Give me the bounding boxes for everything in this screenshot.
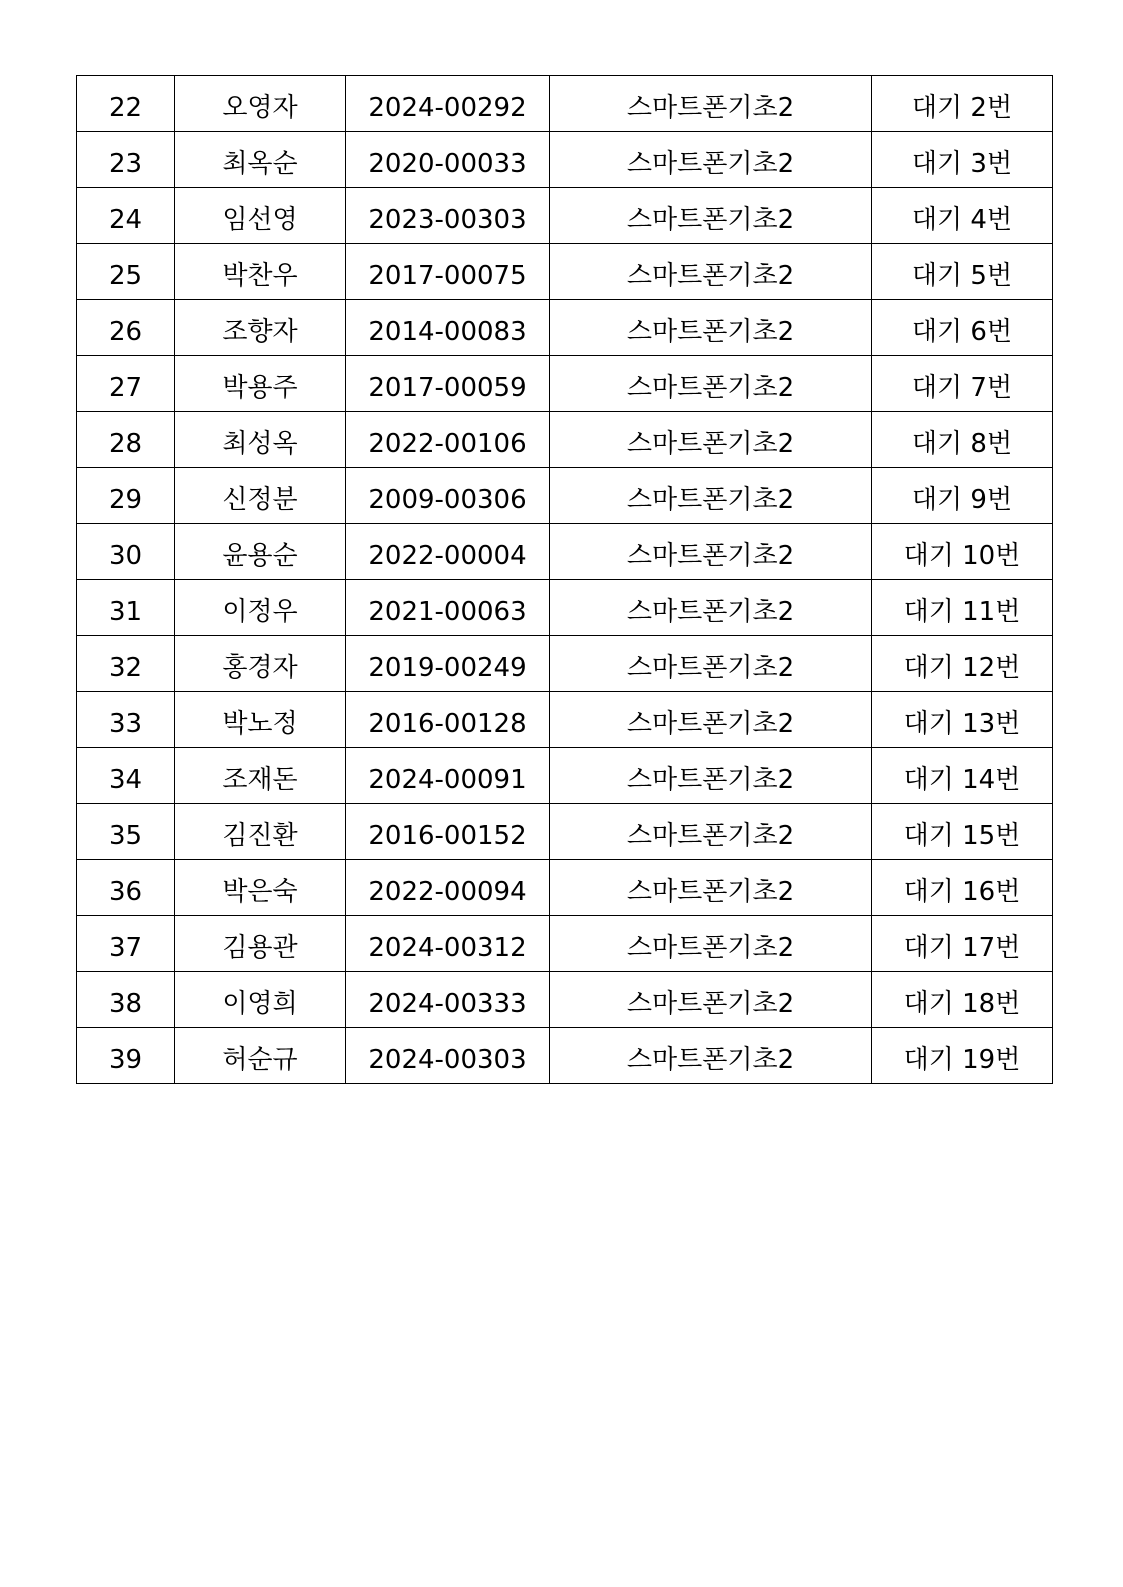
member-id-cell-text: 2023-00303 [368, 204, 527, 235]
course-cell-text: 스마트폰기초2 [626, 428, 795, 459]
waitlist-status-cell [872, 244, 1053, 300]
name-cell-text: 최성옥 [222, 428, 298, 459]
table-row [77, 972, 1053, 1028]
waitlist-status-cell [872, 916, 1053, 972]
member-id-cell [346, 916, 550, 972]
name-cell [175, 580, 346, 636]
member-id-cell-text: 2024-00312 [368, 932, 527, 963]
course-cell-text: 스마트폰기초2 [626, 652, 795, 683]
member-id-cell [346, 76, 550, 132]
row-number-cell [77, 692, 175, 748]
member-id-cell-text: 2016-00152 [368, 820, 527, 851]
member-id-cell-text: 2024-00333 [368, 988, 527, 1019]
row-number-cell [77, 524, 175, 580]
name-cell-text: 최옥순 [222, 148, 298, 179]
course-cell-text: 스마트폰기초2 [626, 596, 795, 627]
member-id-cell-text: 2016-00128 [368, 708, 527, 739]
name-cell [175, 524, 346, 580]
member-id-cell [346, 580, 550, 636]
name-cell-text: 이정우 [222, 596, 298, 627]
row-number-cell-text: 36 [108, 876, 143, 907]
name-cell [175, 356, 346, 412]
name-cell [175, 860, 346, 916]
waitlist-status-cell-text: 대기 3번 [911, 148, 1013, 179]
row-number-cell [77, 132, 175, 188]
row-number-cell-text: 29 [108, 484, 143, 515]
waitlist-status-cell [872, 188, 1053, 244]
course-cell-text: 스마트폰기초2 [626, 540, 795, 571]
table-row [77, 860, 1053, 916]
row-number-cell-text: 24 [108, 204, 143, 235]
waitlist-status-cell-text: 대기 9번 [911, 484, 1013, 515]
row-number-cell-text: 32 [108, 652, 143, 683]
row-number-cell [77, 300, 175, 356]
row-number-cell [77, 580, 175, 636]
member-id-cell-text: 2021-00063 [368, 596, 527, 627]
waitlist-status-cell [872, 524, 1053, 580]
member-id-cell-text: 2022-00004 [368, 540, 527, 571]
member-id-cell-text: 2022-00106 [368, 428, 527, 459]
member-id-cell-text: 2017-00059 [368, 372, 527, 403]
table-row [77, 300, 1053, 356]
table-row [77, 1028, 1053, 1084]
table-row [77, 916, 1053, 972]
row-number-cell [77, 188, 175, 244]
row-number-cell [77, 804, 175, 860]
member-id-cell-text: 2009-00306 [368, 484, 527, 515]
course-cell [550, 524, 872, 580]
row-number-cell-text: 37 [108, 932, 143, 963]
member-id-cell [346, 468, 550, 524]
course-cell-text: 스마트폰기초2 [626, 204, 795, 235]
waitlist-status-cell [872, 580, 1053, 636]
waitlist-status-cell-text: 대기 13번 [903, 708, 1021, 739]
member-id-cell-text: 2014-00083 [368, 316, 527, 347]
table-row [77, 692, 1053, 748]
course-cell-text: 스마트폰기초2 [626, 932, 795, 963]
member-id-cell-text: 2024-00303 [368, 1044, 527, 1075]
name-cell [175, 748, 346, 804]
name-cell [175, 972, 346, 1028]
name-cell [175, 188, 346, 244]
member-id-cell [346, 524, 550, 580]
table-row [77, 748, 1053, 804]
waitlist-status-cell-text: 대기 6번 [911, 316, 1013, 347]
name-cell-text: 박찬우 [222, 260, 298, 291]
table-row [77, 524, 1053, 580]
waitlist-status-cell [872, 76, 1053, 132]
waitlist-status-cell-text: 대기 8번 [911, 428, 1013, 459]
row-number-cell [77, 748, 175, 804]
name-cell [175, 412, 346, 468]
row-number-cell-text: 33 [108, 708, 143, 739]
waitlist-status-cell-text: 대기 19번 [903, 1044, 1021, 1075]
row-number-cell [77, 916, 175, 972]
waitlist-status-cell [872, 468, 1053, 524]
course-cell-text: 스마트폰기초2 [626, 876, 795, 907]
waitlist-status-cell [872, 972, 1053, 1028]
name-cell [175, 804, 346, 860]
course-cell-text: 스마트폰기초2 [626, 708, 795, 739]
table-row [77, 580, 1053, 636]
waitlist-status-cell-text: 대기 7번 [911, 372, 1013, 403]
name-cell-text: 조향자 [222, 316, 298, 347]
waitlist-status-cell-text: 대기 17번 [903, 932, 1021, 963]
name-cell [175, 692, 346, 748]
member-id-cell [346, 1028, 550, 1084]
course-cell [550, 804, 872, 860]
waitlist-status-cell-text: 대기 18번 [903, 988, 1021, 1019]
row-number-cell [77, 356, 175, 412]
waitlist-table [76, 75, 1053, 1084]
member-id-cell-text: 2019-00249 [368, 652, 527, 683]
member-id-cell-text: 2024-00292 [368, 92, 527, 123]
course-cell-text: 스마트폰기초2 [626, 316, 795, 347]
name-cell [175, 76, 346, 132]
row-number-cell-text: 26 [108, 316, 143, 347]
waitlist-status-cell [872, 132, 1053, 188]
row-number-cell-text: 30 [108, 540, 143, 571]
waitlist-status-cell [872, 356, 1053, 412]
member-id-cell [346, 188, 550, 244]
waitlist-status-cell [872, 692, 1053, 748]
course-cell [550, 76, 872, 132]
course-cell [550, 1028, 872, 1084]
table-row [77, 188, 1053, 244]
course-cell [550, 356, 872, 412]
course-cell [550, 748, 872, 804]
row-number-cell [77, 412, 175, 468]
course-cell [550, 972, 872, 1028]
course-cell [550, 188, 872, 244]
course-cell [550, 412, 872, 468]
course-cell-text: 스마트폰기초2 [626, 92, 795, 123]
row-number-cell [77, 636, 175, 692]
waitlist-status-cell-text: 대기 15번 [903, 820, 1021, 851]
course-cell-text: 스마트폰기초2 [626, 148, 795, 179]
row-number-cell [77, 860, 175, 916]
row-number-cell-text: 31 [108, 596, 143, 627]
table-row [77, 244, 1053, 300]
course-cell-text: 스마트폰기초2 [626, 820, 795, 851]
course-cell-text: 스마트폰기초2 [626, 988, 795, 1019]
member-id-cell-text: 2017-00075 [368, 260, 527, 291]
name-cell-text: 조재돈 [222, 764, 298, 795]
course-cell-text: 스마트폰기초2 [626, 484, 795, 515]
name-cell-text: 김용관 [222, 932, 298, 963]
waitlist-status-cell [872, 1028, 1053, 1084]
name-cell [175, 468, 346, 524]
course-cell [550, 468, 872, 524]
name-cell [175, 300, 346, 356]
course-cell-text: 스마트폰기초2 [626, 260, 795, 291]
waitlist-status-cell-text: 대기 11번 [903, 596, 1021, 627]
course-cell-text: 스마트폰기초2 [626, 372, 795, 403]
name-cell-text: 임선영 [222, 204, 298, 235]
row-number-cell-text: 35 [108, 820, 143, 851]
course-cell [550, 692, 872, 748]
waitlist-status-cell [872, 412, 1053, 468]
member-id-cell [346, 300, 550, 356]
name-cell [175, 132, 346, 188]
name-cell-text: 박용주 [222, 372, 298, 403]
name-cell-text: 박은숙 [222, 876, 298, 907]
member-id-cell [346, 692, 550, 748]
name-cell [175, 1028, 346, 1084]
course-cell [550, 860, 872, 916]
row-number-cell-text: 34 [108, 764, 143, 795]
row-number-cell-text: 39 [108, 1044, 143, 1075]
course-cell [550, 580, 872, 636]
waitlist-status-cell [872, 748, 1053, 804]
member-id-cell-text: 2022-00094 [368, 876, 527, 907]
member-id-cell [346, 132, 550, 188]
name-cell-text: 허순규 [222, 1044, 298, 1075]
name-cell-text: 이영희 [222, 988, 298, 1019]
row-number-cell-text: 25 [108, 260, 143, 291]
table-row [77, 468, 1053, 524]
member-id-cell [346, 412, 550, 468]
waitlist-status-cell-text: 대기 2번 [911, 92, 1013, 123]
waitlist-status-cell [872, 860, 1053, 916]
member-id-cell [346, 748, 550, 804]
name-cell [175, 244, 346, 300]
waitlist-status-cell [872, 300, 1053, 356]
course-cell [550, 916, 872, 972]
row-number-cell [77, 76, 175, 132]
member-id-cell-text: 2024-00091 [368, 764, 527, 795]
name-cell [175, 916, 346, 972]
table-row [77, 356, 1053, 412]
member-id-cell [346, 860, 550, 916]
waitlist-status-cell-text: 대기 16번 [903, 876, 1021, 907]
waitlist-status-cell-text: 대기 10번 [903, 540, 1021, 571]
row-number-cell-text: 22 [108, 92, 143, 123]
member-id-cell [346, 972, 550, 1028]
row-number-cell-text: 38 [108, 988, 143, 1019]
waitlist-status-cell-text: 대기 5번 [911, 260, 1013, 291]
table-row [77, 132, 1053, 188]
course-cell [550, 300, 872, 356]
waitlist-status-cell-text: 대기 14번 [903, 764, 1021, 795]
table-row [77, 804, 1053, 860]
table-body [77, 76, 1053, 1084]
course-cell [550, 244, 872, 300]
course-cell [550, 636, 872, 692]
row-number-cell-text: 27 [108, 372, 143, 403]
name-cell [175, 636, 346, 692]
table-row [77, 76, 1053, 132]
waitlist-status-cell [872, 804, 1053, 860]
row-number-cell [77, 1028, 175, 1084]
name-cell-text: 김진환 [222, 820, 298, 851]
row-number-cell [77, 244, 175, 300]
waitlist-status-cell-text: 대기 12번 [903, 652, 1021, 683]
member-id-cell [346, 636, 550, 692]
row-number-cell-text: 28 [108, 428, 143, 459]
name-cell-text: 박노정 [222, 708, 298, 739]
course-cell-text: 스마트폰기초2 [626, 764, 795, 795]
row-number-cell-text: 23 [108, 148, 143, 179]
waitlist-status-cell-text: 대기 4번 [911, 204, 1013, 235]
member-id-cell [346, 244, 550, 300]
name-cell-text: 오영자 [222, 92, 298, 123]
member-id-cell [346, 804, 550, 860]
member-id-cell-text: 2020-00033 [368, 148, 527, 179]
table-row [77, 412, 1053, 468]
member-id-cell [346, 356, 550, 412]
row-number-cell [77, 468, 175, 524]
row-number-cell [77, 972, 175, 1028]
name-cell-text: 신정분 [222, 484, 298, 515]
table-row [77, 636, 1053, 692]
name-cell-text: 홍경자 [222, 652, 298, 683]
waitlist-status-cell [872, 636, 1053, 692]
course-cell [550, 132, 872, 188]
course-cell-text: 스마트폰기초2 [626, 1044, 795, 1075]
name-cell-text: 윤용순 [222, 540, 298, 571]
